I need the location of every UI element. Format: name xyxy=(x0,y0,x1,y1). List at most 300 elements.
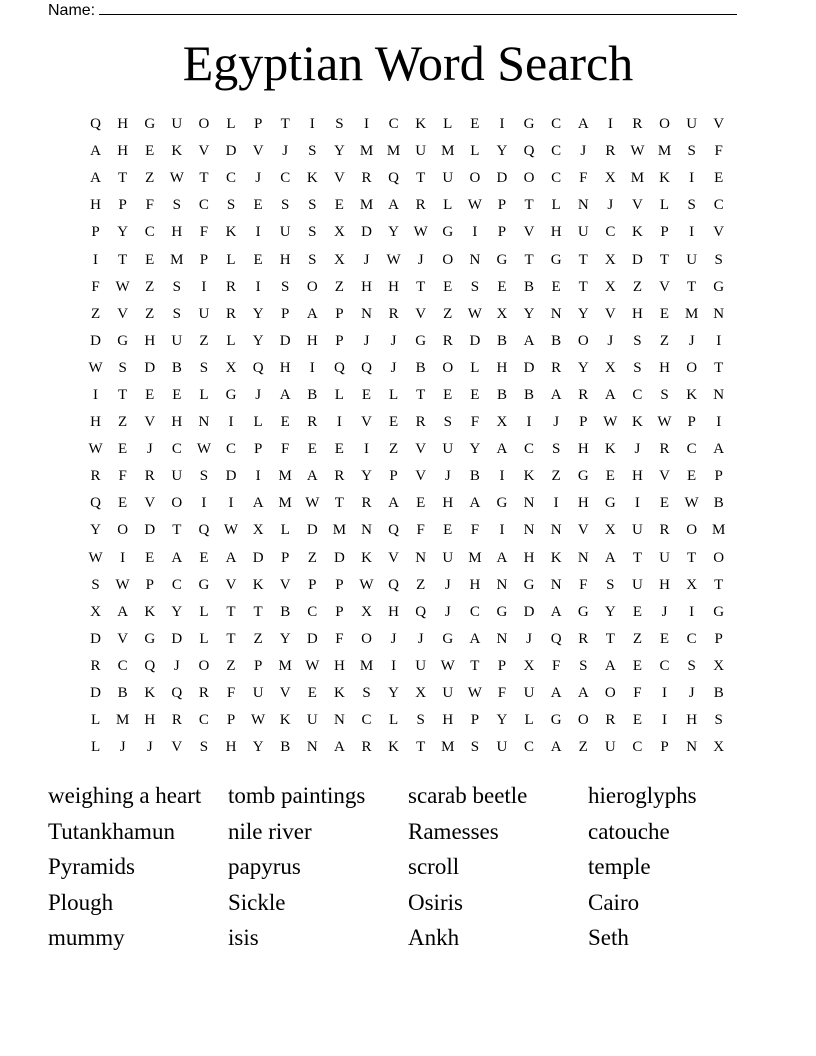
grid-letter[interactable]: J xyxy=(146,739,153,756)
grid-letter[interactable]: O xyxy=(686,359,698,376)
grid-letter[interactable]: I xyxy=(662,712,668,729)
grid-letter[interactable]: Z xyxy=(118,414,128,431)
grid-letter[interactable]: S xyxy=(308,197,317,214)
grid-letter[interactable]: W xyxy=(467,197,482,214)
grid-letter[interactable]: A xyxy=(306,305,318,322)
grid-letter[interactable]: P xyxy=(335,576,344,593)
grid-letter[interactable]: P xyxy=(253,657,263,674)
grid-letter[interactable]: I xyxy=(716,414,722,431)
grid-letter[interactable]: C xyxy=(171,576,182,593)
grid-letter[interactable]: T xyxy=(416,386,426,403)
grid-letter[interactable]: A xyxy=(550,386,562,403)
grid-letter[interactable]: S xyxy=(281,278,290,295)
grid-letter[interactable]: A xyxy=(117,603,129,620)
grid-letter[interactable]: Y xyxy=(279,630,291,647)
grid-letter[interactable]: J xyxy=(417,251,424,268)
grid-letter[interactable]: O xyxy=(686,522,698,539)
grid-letter[interactable]: H xyxy=(523,549,535,566)
grid-letter[interactable]: V xyxy=(523,224,535,241)
grid-letter[interactable]: L xyxy=(199,386,209,403)
grid-letter[interactable]: H xyxy=(306,332,318,349)
grid-letter[interactable]: V xyxy=(198,143,210,160)
grid-letter[interactable]: H xyxy=(632,305,643,322)
grid-letter[interactable]: I xyxy=(662,685,668,702)
grid-letter[interactable]: T xyxy=(687,278,697,295)
grid-letter[interactable]: O xyxy=(171,495,183,512)
grid-letter[interactable]: J xyxy=(390,332,397,349)
grid-letter[interactable]: N xyxy=(523,495,535,512)
grid-letter[interactable]: G xyxy=(496,603,508,620)
grid-letter[interactable]: H xyxy=(469,576,481,593)
grid-letter[interactable]: I xyxy=(363,441,369,458)
grid-letter[interactable]: X xyxy=(604,359,616,376)
grid-letter[interactable]: B xyxy=(713,685,724,702)
grid-letter[interactable]: S xyxy=(660,386,669,403)
grid-letter[interactable]: V xyxy=(713,116,725,133)
grid-letter[interactable]: B xyxy=(496,332,507,349)
grid-letter[interactable]: Z xyxy=(659,332,670,349)
grid-letter[interactable]: G xyxy=(496,251,508,268)
grid-letter[interactable]: V xyxy=(415,468,427,485)
grid-letter[interactable]: U xyxy=(306,712,318,729)
grid-letter[interactable]: C xyxy=(524,441,535,458)
grid-letter[interactable]: T xyxy=(199,170,209,187)
grid-letter[interactable]: R xyxy=(605,143,616,160)
grid-letter[interactable]: I xyxy=(499,116,505,133)
grid-letter[interactable]: M xyxy=(441,739,455,756)
grid-letter[interactable]: Z xyxy=(632,278,642,295)
grid-letter[interactable]: R xyxy=(659,441,670,458)
grid-letter[interactable]: A xyxy=(604,549,616,566)
grid-letter[interactable]: T xyxy=(605,630,615,647)
grid-letter[interactable]: S xyxy=(633,359,642,376)
grid-letter[interactable]: W xyxy=(88,549,103,566)
grid-letter[interactable]: U xyxy=(171,468,183,485)
grid-letter[interactable]: F xyxy=(416,522,425,539)
grid-letter[interactable]: R xyxy=(334,468,345,485)
grid-letter[interactable]: E xyxy=(145,549,155,566)
grid-letter[interactable]: U xyxy=(279,224,291,241)
grid-letter[interactable]: T xyxy=(714,359,724,376)
grid-letter[interactable]: G xyxy=(523,576,535,593)
grid-letter[interactable]: E xyxy=(659,630,670,647)
grid-letter[interactable]: L xyxy=(388,712,399,729)
grid-letter[interactable]: O xyxy=(442,251,454,268)
grid-letter[interactable]: Q xyxy=(90,495,101,512)
grid-letter[interactable]: S xyxy=(443,414,452,431)
grid-letter[interactable]: E xyxy=(714,170,724,187)
grid-letter[interactable]: U xyxy=(442,441,454,458)
grid-letter[interactable]: C xyxy=(605,224,616,241)
grid-letter[interactable]: O xyxy=(361,630,372,647)
grid-letter[interactable]: R xyxy=(605,712,616,729)
grid-letter[interactable]: F xyxy=(226,685,236,702)
grid-letter[interactable]: J xyxy=(553,414,560,431)
grid-letter[interactable]: B xyxy=(117,685,128,702)
grid-letter[interactable]: G xyxy=(523,116,535,133)
grid-letter[interactable]: U xyxy=(659,549,670,566)
grid-letter[interactable]: U xyxy=(252,685,264,702)
grid-letter[interactable]: O xyxy=(469,170,481,187)
grid-letter[interactable]: H xyxy=(686,712,698,729)
grid-letter[interactable]: I xyxy=(255,278,261,295)
grid-letter[interactable]: X xyxy=(333,224,345,241)
grid-letter[interactable]: E xyxy=(632,657,642,674)
grid-letter[interactable]: L xyxy=(226,116,236,133)
grid-letter[interactable]: N xyxy=(550,522,562,539)
grid-letter[interactable]: S xyxy=(714,251,723,268)
grid-letter[interactable]: E xyxy=(145,386,155,403)
grid-letter[interactable]: Z xyxy=(443,305,453,322)
grid-letter[interactable]: L xyxy=(443,116,453,133)
grid-letter[interactable]: A xyxy=(388,495,399,512)
grid-letter[interactable]: Z xyxy=(416,576,426,593)
grid-letter[interactable]: U xyxy=(632,576,643,593)
grid-letter[interactable]: J xyxy=(688,685,695,702)
grid-letter[interactable]: P xyxy=(145,576,154,593)
grid-letter[interactable]: Q xyxy=(90,116,101,133)
grid-letter[interactable]: Y xyxy=(496,143,508,160)
grid-letter[interactable]: N xyxy=(577,197,589,214)
grid-letter[interactable]: D xyxy=(469,332,481,349)
grid-letter[interactable]: C xyxy=(469,603,480,620)
grid-letter[interactable]: W xyxy=(630,143,645,160)
grid-letter[interactable]: V xyxy=(632,197,643,214)
grid-letter[interactable]: T xyxy=(226,603,236,620)
grid-letter[interactable]: R xyxy=(415,414,426,431)
grid-letter[interactable]: N xyxy=(496,630,508,647)
grid-letter[interactable]: W xyxy=(115,576,130,593)
grid-letter[interactable]: R xyxy=(144,468,155,485)
grid-letter[interactable]: G xyxy=(198,576,210,593)
grid-letter[interactable]: H xyxy=(171,414,183,431)
grid-letter[interactable]: I xyxy=(120,549,126,566)
grid-letter[interactable]: V xyxy=(279,576,291,593)
grid-letter[interactable]: F xyxy=(470,522,480,539)
grid-letter[interactable]: S xyxy=(172,278,181,295)
grid-letter[interactable]: U xyxy=(632,522,643,539)
grid-letter[interactable]: R xyxy=(578,386,589,403)
grid-letter[interactable]: N xyxy=(415,549,427,566)
grid-letter[interactable]: I xyxy=(93,251,99,268)
grid-letter[interactable]: I xyxy=(363,116,369,133)
grid-letter[interactable]: A xyxy=(306,468,318,485)
grid-letter[interactable]: Y xyxy=(361,468,372,485)
grid-letter[interactable]: T xyxy=(334,495,344,512)
grid-letter[interactable]: C xyxy=(280,170,291,187)
grid-letter[interactable]: M xyxy=(630,170,645,187)
grid-letter[interactable]: E xyxy=(659,495,670,512)
grid-letter[interactable]: V xyxy=(333,170,345,187)
grid-letter[interactable]: C xyxy=(226,170,237,187)
grid-letter[interactable]: B xyxy=(524,278,535,295)
grid-letter[interactable]: M xyxy=(441,143,455,160)
grid-letter[interactable]: X xyxy=(604,278,616,295)
grid-letter[interactable]: J xyxy=(444,576,451,593)
grid-letter[interactable]: L xyxy=(90,739,101,756)
grid-letter[interactable]: M xyxy=(278,657,292,674)
grid-letter[interactable]: I xyxy=(607,116,613,133)
grid-letter[interactable]: D xyxy=(361,224,372,241)
grid-letter[interactable]: M xyxy=(359,197,374,214)
grid-letter[interactable]: S xyxy=(308,224,317,241)
grid-letter[interactable]: M xyxy=(712,522,726,539)
grid-letter[interactable]: U xyxy=(415,657,427,674)
grid-letter[interactable]: T xyxy=(687,549,697,566)
grid-letter[interactable]: A xyxy=(388,197,399,214)
grid-letter[interactable]: Z xyxy=(145,305,155,322)
grid-letter[interactable]: V xyxy=(117,630,129,647)
grid-letter[interactable]: E xyxy=(172,386,182,403)
grid-letter[interactable]: V xyxy=(117,305,129,322)
grid-letter[interactable]: W xyxy=(88,359,103,376)
grid-letter[interactable]: C xyxy=(198,712,209,729)
grid-letter[interactable]: Y xyxy=(333,143,345,160)
grid-letter[interactable]: Q xyxy=(523,143,535,160)
grid-letter[interactable]: P xyxy=(389,468,398,485)
grid-letter[interactable]: Y xyxy=(117,224,129,241)
grid-letter[interactable]: W xyxy=(359,576,374,593)
grid-letter[interactable]: Z xyxy=(578,739,588,756)
grid-letter[interactable]: C xyxy=(551,170,562,187)
grid-letter[interactable]: G xyxy=(550,251,562,268)
grid-letter[interactable]: Z xyxy=(551,468,561,485)
grid-letter[interactable]: B xyxy=(469,468,480,485)
grid-letter[interactable]: L xyxy=(524,712,534,729)
grid-letter[interactable]: O xyxy=(198,657,210,674)
grid-letter[interactable]: L xyxy=(90,712,101,729)
grid-letter[interactable]: N xyxy=(523,522,535,539)
grid-letter[interactable]: C xyxy=(551,116,562,133)
grid-letter[interactable]: Q xyxy=(198,522,210,539)
grid-letter[interactable]: M xyxy=(359,143,374,160)
grid-letter[interactable]: G xyxy=(713,278,725,295)
grid-letter[interactable]: Z xyxy=(388,441,399,458)
grid-letter[interactable]: F xyxy=(497,685,507,702)
grid-letter[interactable]: T xyxy=(416,739,426,756)
grid-letter[interactable]: E xyxy=(443,278,453,295)
grid-letter[interactable]: O xyxy=(442,359,454,376)
grid-letter[interactable]: S xyxy=(91,576,100,593)
grid-letter[interactable]: B xyxy=(713,495,724,512)
grid-letter[interactable]: K xyxy=(361,549,372,566)
grid-letter[interactable]: F xyxy=(335,630,344,647)
grid-letter[interactable]: V xyxy=(388,549,399,566)
grid-letter[interactable]: V xyxy=(415,441,427,458)
grid-letter[interactable]: P xyxy=(579,414,588,431)
grid-letter[interactable]: P xyxy=(281,549,290,566)
grid-letter[interactable]: N xyxy=(550,576,562,593)
grid-letter[interactable]: Z xyxy=(199,332,209,349)
grid-letter[interactable]: P xyxy=(253,441,263,458)
grid-letter[interactable]: S xyxy=(714,712,723,729)
grid-letter[interactable]: Z xyxy=(90,305,101,322)
grid-letter[interactable]: O xyxy=(659,116,670,133)
grid-letter[interactable]: H xyxy=(388,278,399,295)
grid-letter[interactable]: B xyxy=(496,386,507,403)
name-field[interactable] xyxy=(48,0,748,18)
grid-letter[interactable]: P xyxy=(660,739,669,756)
grid-letter[interactable]: S xyxy=(633,332,642,349)
grid-letter[interactable]: K xyxy=(333,685,345,702)
grid-letter[interactable]: V xyxy=(577,522,589,539)
grid-letter[interactable]: Q xyxy=(415,603,427,620)
grid-letter[interactable]: W xyxy=(169,170,184,187)
grid-letter[interactable]: N xyxy=(469,251,481,268)
grid-letter[interactable]: L xyxy=(388,386,399,403)
grid-letter[interactable]: C xyxy=(632,739,643,756)
grid-letter[interactable]: Y xyxy=(252,305,264,322)
grid-letter[interactable]: L xyxy=(199,630,209,647)
grid-letter[interactable]: X xyxy=(361,603,372,620)
grid-letter[interactable]: W xyxy=(305,495,320,512)
grid-letter[interactable]: I xyxy=(93,386,99,403)
grid-letter[interactable]: T xyxy=(524,197,534,214)
grid-letter[interactable]: I xyxy=(689,603,695,620)
grid-letter[interactable]: Z xyxy=(145,170,155,187)
grid-letter[interactable]: P xyxy=(226,712,236,729)
grid-letter[interactable]: P xyxy=(118,197,127,214)
grid-letter[interactable]: P xyxy=(497,197,507,214)
grid-letter[interactable]: S xyxy=(172,305,181,322)
grid-letter[interactable]: D xyxy=(523,603,535,620)
grid-letter[interactable]: N xyxy=(713,386,725,403)
grid-letter[interactable]: H xyxy=(550,224,562,241)
grid-letter[interactable]: W xyxy=(115,278,130,295)
grid-letter[interactable]: E xyxy=(551,278,561,295)
grid-letter[interactable]: K xyxy=(632,414,643,431)
grid-letter[interactable]: C xyxy=(307,603,318,620)
grid-letter[interactable]: W xyxy=(196,441,211,458)
grid-letter[interactable]: K xyxy=(279,712,291,729)
grid-letter[interactable]: T xyxy=(416,278,426,295)
grid-letter[interactable]: Y xyxy=(577,305,589,322)
grid-letter[interactable]: S xyxy=(362,685,371,702)
grid-letter[interactable]: U xyxy=(496,739,508,756)
grid-letter[interactable]: L xyxy=(226,251,236,268)
grid-letter[interactable]: N xyxy=(713,305,725,322)
grid-letter[interactable]: D xyxy=(523,359,535,376)
grid-letter[interactable]: M xyxy=(332,522,347,539)
grid-letter[interactable]: H xyxy=(144,332,156,349)
grid-letter[interactable]: T xyxy=(578,278,588,295)
grid-letter[interactable]: R xyxy=(198,685,209,702)
grid-letter[interactable]: Y xyxy=(90,522,101,539)
grid-letter[interactable]: E xyxy=(470,116,480,133)
grid-letter[interactable]: I xyxy=(716,332,722,349)
grid-letter[interactable]: H xyxy=(225,739,237,756)
grid-letter[interactable]: U xyxy=(442,685,454,702)
grid-letter[interactable]: D xyxy=(333,549,345,566)
grid-letter[interactable]: X xyxy=(415,685,427,702)
grid-letter[interactable]: E xyxy=(605,468,615,485)
grid-letter[interactable]: K xyxy=(604,441,616,458)
grid-letter[interactable]: N xyxy=(496,576,508,593)
grid-letter[interactable]: I xyxy=(201,278,207,295)
grid-letter[interactable]: E xyxy=(443,522,453,539)
grid-letter[interactable]: A xyxy=(550,685,562,702)
grid-letter[interactable]: R xyxy=(90,468,101,485)
grid-letter[interactable]: K xyxy=(171,143,183,160)
grid-letter[interactable]: C xyxy=(551,143,562,160)
grid-letter[interactable]: E xyxy=(443,386,453,403)
grid-letter[interactable]: N xyxy=(577,549,589,566)
grid-letter[interactable]: A xyxy=(333,739,345,756)
grid-letter[interactable]: F xyxy=(470,414,480,431)
grid-letter[interactable]: C xyxy=(524,739,535,756)
grid-letter[interactable]: A xyxy=(550,739,562,756)
grid-letter[interactable]: A xyxy=(577,116,589,133)
grid-letter[interactable]: Z xyxy=(632,630,642,647)
grid-letter[interactable]: G xyxy=(144,116,156,133)
grid-letter[interactable]: S xyxy=(579,657,588,674)
grid-letter[interactable]: U xyxy=(686,251,698,268)
grid-letter[interactable]: P xyxy=(687,414,696,431)
grid-letter[interactable]: N xyxy=(306,739,318,756)
grid-letter[interactable]: N xyxy=(550,305,562,322)
grid-letter[interactable]: V xyxy=(252,143,264,160)
grid-letter[interactable]: L xyxy=(659,197,670,214)
grid-letter[interactable]: O xyxy=(523,170,535,187)
grid-letter[interactable]: Q xyxy=(388,170,399,187)
grid-letter[interactable]: U xyxy=(171,116,183,133)
grid-letter[interactable]: W xyxy=(467,305,482,322)
grid-letter[interactable]: J xyxy=(607,197,614,214)
grid-letter[interactable]: J xyxy=(173,657,180,674)
grid-letter[interactable]: P xyxy=(253,116,263,133)
grid-letter[interactable]: A xyxy=(469,630,481,647)
grid-letter[interactable]: I xyxy=(689,224,695,241)
grid-letter[interactable]: I xyxy=(228,414,234,431)
grid-letter[interactable]: P xyxy=(497,224,507,241)
grid-letter[interactable]: T xyxy=(659,251,670,268)
grid-letter[interactable]: H xyxy=(90,197,101,214)
grid-letter[interactable]: T xyxy=(416,170,426,187)
grid-letter[interactable]: K xyxy=(252,576,264,593)
grid-letter[interactable]: S xyxy=(551,441,561,458)
grid-letter[interactable]: E xyxy=(334,441,344,458)
grid-letter[interactable]: M xyxy=(684,305,699,322)
grid-letter[interactable]: D xyxy=(171,630,183,647)
grid-letter[interactable]: S xyxy=(226,197,236,214)
grid-letter[interactable]: A xyxy=(90,170,101,187)
grid-letter[interactable]: X xyxy=(604,170,616,187)
grid-letter[interactable]: F xyxy=(281,441,290,458)
grid-letter[interactable]: E xyxy=(361,386,372,403)
grid-letter[interactable]: A xyxy=(604,386,616,403)
grid-letter[interactable]: F xyxy=(633,685,642,702)
grid-letter[interactable]: P xyxy=(714,630,723,647)
grid-letter[interactable]: I xyxy=(689,170,695,187)
grid-letter[interactable]: U xyxy=(523,685,535,702)
grid-letter[interactable]: U xyxy=(415,143,427,160)
grid-letter[interactable]: E xyxy=(334,197,344,214)
grid-letter[interactable]: K xyxy=(550,549,562,566)
grid-letter[interactable]: G xyxy=(442,224,454,241)
grid-letter[interactable]: A xyxy=(469,495,481,512)
grid-letter[interactable]: L xyxy=(226,332,236,349)
grid-letter[interactable]: D xyxy=(306,522,318,539)
grid-letter[interactable]: J xyxy=(688,332,695,349)
grid-letter[interactable]: S xyxy=(199,468,209,485)
grid-letter[interactable]: B xyxy=(307,386,318,403)
grid-letter[interactable]: U xyxy=(198,305,210,322)
grid-letter[interactable]: B xyxy=(415,359,426,376)
grid-letter[interactable]: P xyxy=(91,224,100,241)
grid-letter[interactable]: G xyxy=(144,630,156,647)
grid-letter[interactable]: G xyxy=(117,332,129,349)
grid-letter[interactable]: L xyxy=(470,143,480,160)
